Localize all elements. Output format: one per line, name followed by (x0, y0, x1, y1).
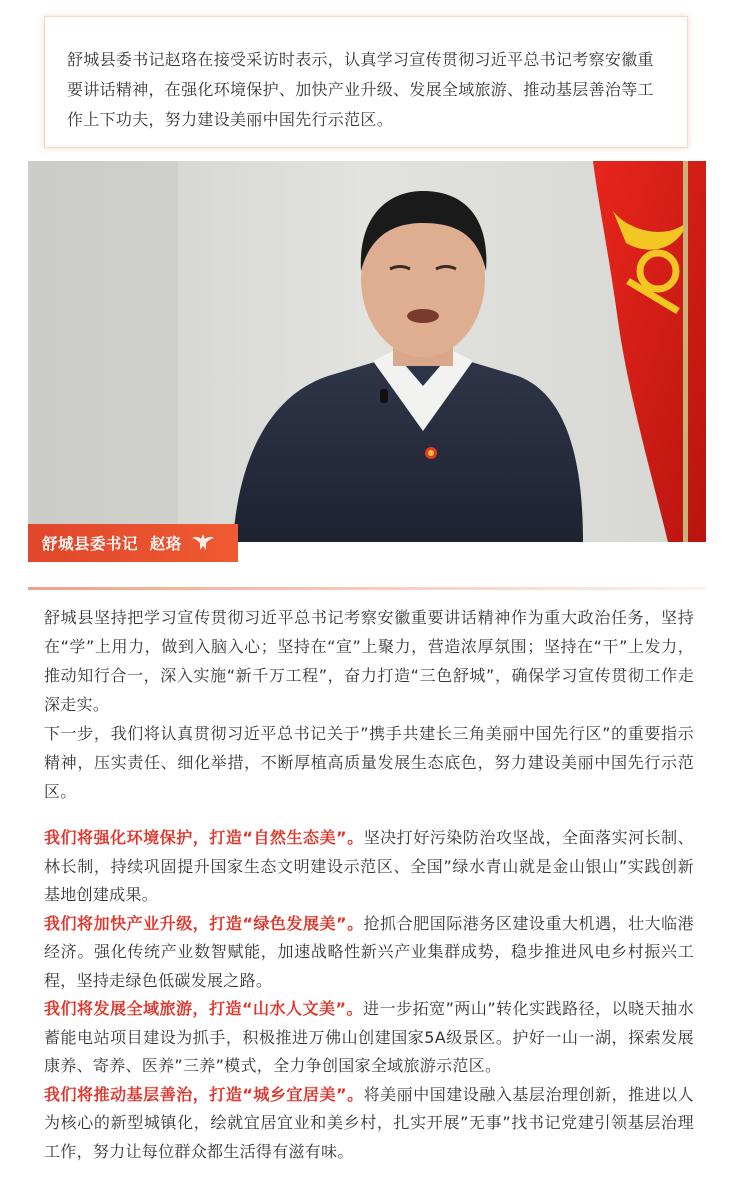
measure-heading: 我们将推动基层善治，打造“城乡宜居美”。 (44, 1084, 364, 1104)
body-text (44, 603, 694, 806)
intro-quote-box (44, 16, 688, 148)
measure-item (44, 910, 694, 996)
measure-text: 抢抓合肥国际港务区建设重大机遇，壮大临港经济。强化传统产业数智赋能，加速战略性新兴产业集群成势，稳步推进风电乡村振兴工程，坚持走绿色低碳发展之路。 (44, 913, 694, 990)
photo-caption-badge (28, 524, 238, 562)
section-divider (28, 587, 706, 590)
measure-heading: 我们将发展全域旅游，打造“山水人文美”。 (44, 999, 364, 1018)
measure-heading: 我们将强化环境保护，打造“自然生态美”。 (44, 828, 364, 847)
measures-list (44, 824, 694, 1166)
measure-item (44, 995, 694, 1081)
body-paragraph: 舒城县坚持把学习宣传贯彻习近平总书记考察安徽重要讲话精神作为重大政治任务，坚持在“学”上用力，做到入脑入心；坚持在“宣”上聚力，营造浓厚氛围；坚持在“干”上发力，推动知行合一，深入实施“新千万工程”，奋力打造“三色舒城”，确保学习宣传贯彻工作走深走实。 (44, 608, 694, 714)
photo-caption-text: 舒城县委书记 赵珞 (42, 535, 182, 553)
measure-item (44, 1081, 694, 1167)
measure-text: 进一步拓宽”两山”转化实践路径，以晓天抽水蓄能电站项目建设为抓手，积极推进万佛山创建国家5A级景区。护好一山一湖，探索发展康养、寄养、医养”三养”模式，全力争创国家全域旅游示范区。 (44, 999, 694, 1075)
measure-text: 坚决打好污染防治攻坚战，全面落实河长制、林长制，持续巩固提升国家生态文明建设示范区、全国”绿水青山就是金山银山”实践创新基地创建成果。 (44, 828, 694, 904)
dove-icon (190, 530, 216, 556)
measure-heading: 我们将加快产业升级，打造“绿色发展美”。 (44, 913, 364, 933)
measure-item (44, 824, 694, 910)
intro-quote-text: 舒城县委书记赵珞在接受采访时表示，认真学习宣传贯彻习近平总书记考察安徽重要讲话精神，在强化环境保护、加快产业升级、发展全域旅游、推动基层善治等工作上下功夫，努力建设美丽中国先行示范区。 (67, 50, 654, 129)
interview-photo-illustration (28, 161, 706, 542)
measure-text: 将美丽中国建设融入基层治理创新，推进以人为核心的新型城镇化，绘就宜居宜业和美乡村，扎实开展”无事”找书记党建引领基层治理工作，努力让每位群众都生活得有滋有味。 (44, 1084, 694, 1161)
body-paragraph: 下一步，我们将认真贯彻习近平总书记关于”携手共建长三角美丽中国先行区”的重要指示精神，压实责任、细化举措，不断厚植高质量发展生态底色，努力建设美丽中国先行示范区。 (44, 724, 694, 801)
interview-photo (28, 161, 706, 542)
